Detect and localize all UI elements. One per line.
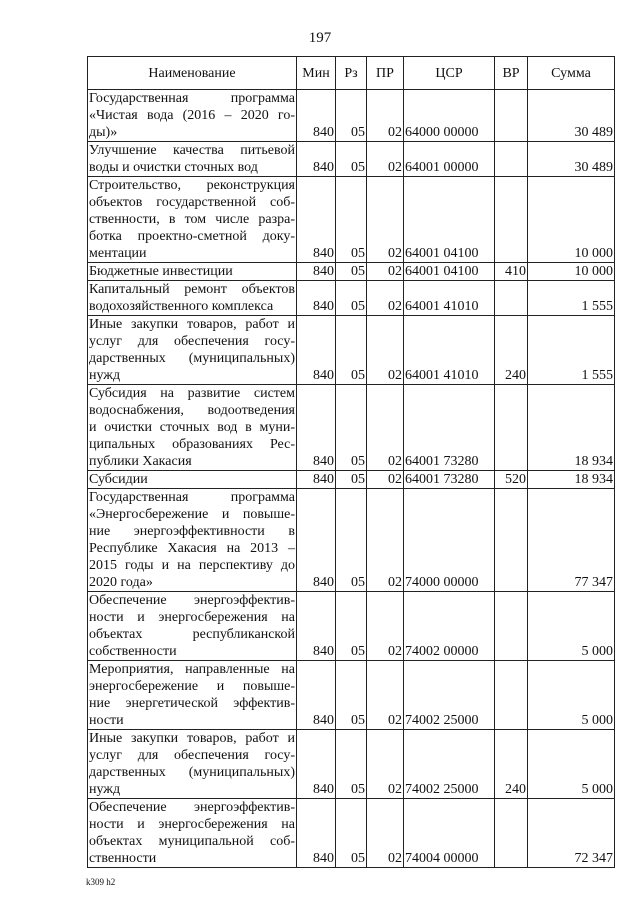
cell-csr: 74002 25000	[404, 730, 495, 799]
cell-pr: 02	[367, 281, 404, 316]
cell-sum: 77 347	[528, 489, 615, 592]
table-row	[88, 142, 615, 177]
cell-min: 840	[297, 489, 336, 592]
cell-sum: 5 000	[528, 730, 615, 799]
name-line: услуг для обеспечения госу-	[89, 334, 295, 349]
cell-min: 840	[297, 263, 336, 281]
name-line: Капитальный ремонт объектов	[89, 282, 295, 297]
name-line: объектах муниципальной соб-	[89, 834, 295, 849]
cell-vr: 410	[495, 263, 528, 281]
cell-rz: 05	[336, 730, 367, 799]
cell-pr: 02	[367, 799, 404, 868]
cell-pr: 02	[367, 385, 404, 471]
cell-pr: 02	[367, 661, 404, 730]
name-line: Иные закупки товаров, работ и	[89, 317, 295, 332]
cell-rz: 05	[336, 489, 367, 592]
cell-rz: 05	[336, 799, 367, 868]
table-row	[88, 177, 615, 263]
cell-min: 840	[297, 661, 336, 730]
cell-rz: 05	[336, 142, 367, 177]
name-line: ципальных образованиях Рес-	[89, 437, 295, 452]
name-line: воды и очистки сточных вод	[89, 160, 258, 175]
name-line: ние энергоэффективности в	[89, 524, 295, 539]
name-line: Государственная программа	[89, 91, 295, 106]
cell-vr: 240	[495, 730, 528, 799]
cell-rz: 05	[336, 281, 367, 316]
cell-name	[88, 385, 297, 471]
header-csr: ЦСР	[404, 57, 495, 90]
cell-vr: 240	[495, 316, 528, 385]
cell-name	[88, 592, 297, 661]
cell-vr	[495, 177, 528, 263]
name-line: Государственная программа	[89, 490, 295, 505]
page-number: 197	[308, 30, 332, 46]
cell-rz: 05	[336, 90, 367, 142]
name-line: Бюджетные инвестиции	[89, 264, 233, 279]
name-line: Субсидия на развитие систем	[89, 386, 295, 401]
name-line: нужд	[89, 782, 121, 797]
name-line: дарственных (муниципальных)	[89, 765, 295, 780]
cell-pr: 02	[367, 592, 404, 661]
table-row	[88, 661, 615, 730]
cell-pr: 02	[367, 316, 404, 385]
name-line: Мероприятия, направленные на	[89, 662, 295, 677]
name-line: Иные закупки товаров, работ и	[89, 731, 295, 746]
cell-name	[88, 730, 297, 799]
name-line: ности и энергосбережения на	[89, 817, 295, 832]
cell-sum: 1 555	[528, 316, 615, 385]
cell-vr	[495, 281, 528, 316]
cell-sum: 18 934	[528, 385, 615, 471]
name-line: ности и энергосбережения на	[89, 610, 295, 625]
cell-min: 840	[297, 142, 336, 177]
cell-sum: 72 347	[528, 799, 615, 868]
cell-csr: 64001 73280	[404, 385, 495, 471]
cell-pr: 02	[367, 263, 404, 281]
cell-rz: 05	[336, 385, 367, 471]
cell-csr: 74002 25000	[404, 661, 495, 730]
cell-pr: 02	[367, 90, 404, 142]
cell-rz: 05	[336, 177, 367, 263]
cell-sum: 18 934	[528, 471, 615, 489]
cell-vr	[495, 799, 528, 868]
name-line: ности	[89, 713, 124, 728]
footer-code: k309 h2	[86, 877, 116, 887]
header-sum: Сумма	[528, 57, 615, 90]
name-line: услуг для обеспечения госу-	[89, 748, 295, 763]
cell-min: 840	[297, 281, 336, 316]
cell-vr	[495, 90, 528, 142]
header-vr: ВР	[495, 57, 528, 90]
name-line: ментации	[89, 246, 147, 261]
cell-sum: 30 489	[528, 90, 615, 142]
cell-csr: 64000 00000	[404, 90, 495, 142]
cell-sum: 5 000	[528, 661, 615, 730]
cell-pr: 02	[367, 471, 404, 489]
cell-pr: 02	[367, 730, 404, 799]
cell-pr: 02	[367, 142, 404, 177]
cell-csr: 64001 04100	[404, 177, 495, 263]
name-line: публики Хакасия	[89, 454, 192, 469]
cell-vr: 520	[495, 471, 528, 489]
name-line: Обеспечение энергоэффектив-	[89, 800, 295, 815]
cell-name	[88, 316, 297, 385]
name-line: собственности	[89, 644, 177, 659]
name-line: ние энергетической эффектив-	[89, 696, 295, 711]
table-row	[88, 90, 615, 142]
cell-csr: 74004 00000	[404, 799, 495, 868]
name-line: объектов государственной соб-	[89, 195, 295, 210]
cell-min: 840	[297, 471, 336, 489]
header-rz: Рз	[336, 57, 367, 90]
name-line: водохозяйственного комплекса	[89, 299, 274, 314]
cell-min: 840	[297, 316, 336, 385]
cell-rz: 05	[336, 471, 367, 489]
name-line: «Энергосбережение и повыше-	[89, 507, 295, 522]
cell-sum: 1 555	[528, 281, 615, 316]
table-row	[88, 263, 615, 281]
name-line: ды)»	[89, 125, 118, 140]
name-line: ственности	[89, 851, 157, 866]
name-line: водоснабжения, водоотведения	[89, 403, 295, 418]
cell-pr: 02	[367, 489, 404, 592]
cell-name	[88, 281, 297, 316]
cell-name	[88, 661, 297, 730]
name-line: дарственных (муниципальных)	[89, 351, 295, 366]
name-line: энергосбережение и повыше-	[89, 679, 295, 694]
cell-sum: 30 489	[528, 142, 615, 177]
name-line: ботка проектно-сметной доку-	[89, 229, 295, 244]
cell-name	[88, 263, 297, 281]
cell-name	[88, 489, 297, 592]
cell-min: 840	[297, 799, 336, 868]
cell-rz: 05	[336, 316, 367, 385]
cell-sum: 5 000	[528, 592, 615, 661]
cell-name	[88, 177, 297, 263]
cell-min: 840	[297, 177, 336, 263]
cell-csr: 64001 73280	[404, 471, 495, 489]
name-line: Улучшение качества питьевой	[89, 143, 295, 158]
cell-csr: 74000 00000	[404, 489, 495, 592]
cell-min: 840	[297, 730, 336, 799]
cell-name	[88, 799, 297, 868]
table-row	[88, 592, 615, 661]
name-line: Обеспечение энергоэффектив-	[89, 593, 295, 608]
cell-csr: 64001 04100	[404, 263, 495, 281]
cell-csr: 64001 41010	[404, 281, 495, 316]
cell-csr: 64001 41010	[404, 316, 495, 385]
header-min: Мин	[297, 57, 336, 90]
cell-vr	[495, 142, 528, 177]
name-line: и очистки сточных вод в муни-	[89, 420, 295, 435]
name-line: Строительство, реконструкция	[89, 178, 295, 193]
cell-vr	[495, 489, 528, 592]
table-row	[88, 489, 615, 592]
table-row	[88, 730, 615, 799]
cell-vr	[495, 661, 528, 730]
cell-min: 840	[297, 90, 336, 142]
table-row	[88, 471, 615, 489]
cell-vr	[495, 385, 528, 471]
cell-min: 840	[297, 592, 336, 661]
cell-pr: 02	[367, 177, 404, 263]
name-line: Республике Хакасия на 2013 –	[89, 541, 295, 556]
cell-name	[88, 90, 297, 142]
cell-csr: 74002 00000	[404, 592, 495, 661]
budget-table	[87, 56, 615, 868]
header-name: Наименование	[88, 57, 297, 90]
name-line: 2020 года»	[89, 575, 153, 590]
table-header-row	[88, 57, 615, 90]
table-row	[88, 281, 615, 316]
cell-name	[88, 471, 297, 489]
cell-name	[88, 142, 297, 177]
table-row	[88, 385, 615, 471]
table-row	[88, 316, 615, 385]
name-line: объектах республиканской	[89, 627, 295, 642]
cell-rz: 05	[336, 661, 367, 730]
cell-sum: 10 000	[528, 263, 615, 281]
cell-sum: 10 000	[528, 177, 615, 263]
name-line: 2015 годы и на перспективу до	[89, 558, 295, 573]
name-line: ственности, в том числе разра-	[89, 212, 295, 227]
cell-rz: 05	[336, 592, 367, 661]
header-pr: ПР	[367, 57, 404, 90]
table-row	[88, 799, 615, 868]
name-line: Субсидии	[89, 472, 148, 487]
name-line: нужд	[89, 368, 121, 383]
cell-csr: 64001 00000	[404, 142, 495, 177]
name-line: «Чистая вода (2016 – 2020 го-	[89, 108, 295, 123]
cell-min: 840	[297, 385, 336, 471]
cell-rz: 05	[336, 263, 367, 281]
cell-vr	[495, 592, 528, 661]
